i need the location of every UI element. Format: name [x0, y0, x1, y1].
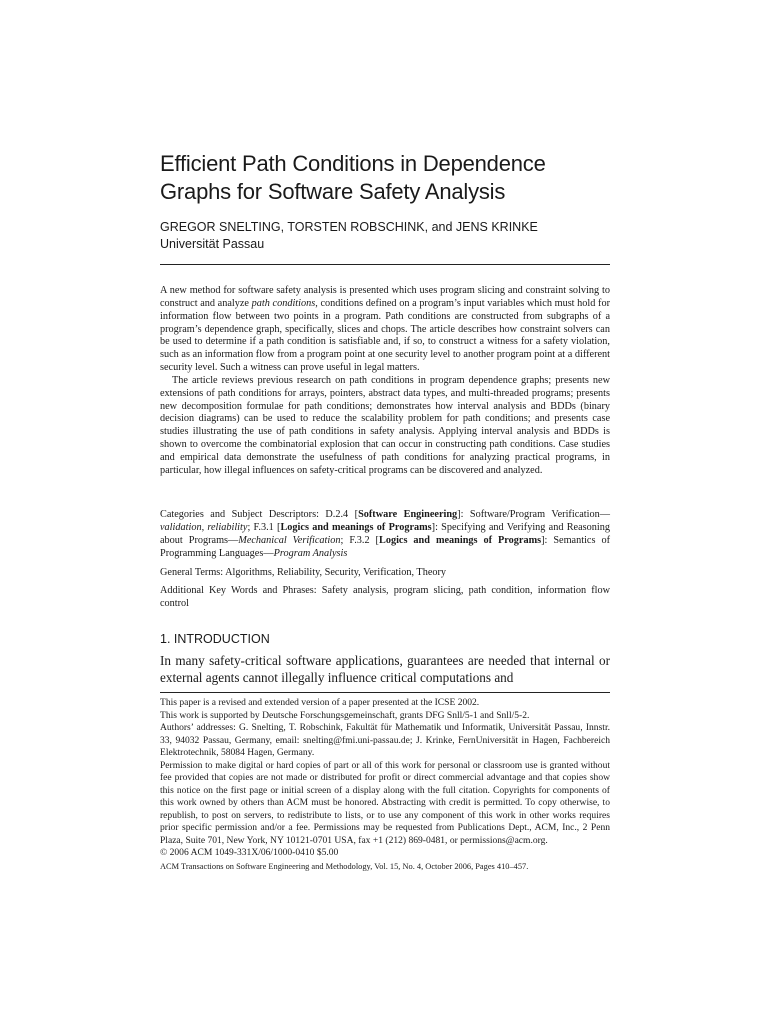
abstract-paragraph-1 — [160, 285, 610, 375]
cat-bold: Logics and meanings of Programs — [280, 522, 432, 533]
cat-italic: Mechanical Verification — [238, 535, 341, 546]
cat-bold: Logics and meanings of Programs — [378, 535, 542, 546]
author-list: GREGOR SNELTING, TORSTEN ROBSCHINK, and JENS KRINKE — [160, 220, 538, 234]
footnote-rule — [160, 692, 610, 693]
footnotes — [160, 697, 610, 860]
intro-paragraph: In many safety-critical software applications, guarantees are needed that internal or external agents cannot illegally influence critical computations and — [160, 653, 610, 685]
title-line-2: Graphs for Software Safety Analysis — [160, 179, 506, 204]
footnote-funding: This work is supported by Deutsche Forschungsgemeinschaft, grants DFG Snll/5-1 and Snll/5-2. — [160, 709, 530, 721]
cat-text: ]: Specifying and Verifying and Reasoning about Programs— — [160, 522, 610, 546]
cat-text: ]: Semantics of Programming Languages— — [160, 535, 610, 559]
cat-italic: Program Analysis — [273, 548, 348, 559]
footnote-addresses: Authors’ addresses: G. Snelting, T. Robschink, Fakultät für Mathematik und Informatik, Universität Passau, Innstr. 33, 94032 Passau, Germany, email: snelting@fmi.uni-passau.de; J. Krinke, FernUniversität in Hagen, Fachbereich Elektrotechnik, 58084 Hagen, Germany. — [160, 722, 610, 758]
affiliation: Universität Passau — [160, 237, 265, 251]
footnote-revision: This paper is a revised and extended version of a paper presented at the ICSE 2002. — [160, 697, 480, 708]
abstract-text: A new method for software safety analysis is presented which uses program slicing and constraint solving to construct and analyze — [160, 285, 610, 309]
cat-bold: Software Engineering — [358, 509, 458, 520]
abstract-text: , conditions defined on a program’s input variables which must hold for information flow between two points in a program. Path conditions are constructed from subgraphs of a program’s dependence graph, specifically, slices and chops. The article describes how constraint solvers can be used to determine if a path condition is satisfiable and, if so, to construct a witness for a safety violation, such as an information flow from a program point at one security level to another program point at a different security level. Such a witness can prove useful in legal matters. — [160, 297, 611, 374]
title-line-1: Efficient Path Conditions in Dependence — [160, 151, 546, 176]
paper-title — [160, 150, 620, 206]
header-rule — [160, 264, 610, 265]
footnote-permission: Permission to make digital or hard copies of part or all of this work for personal or classroom use is granted without fee provided that copies are not made or distributed for profit or direct commercial advantage and that copies show this notice on the first page or initial screen of a display along with the full citation. Copyrights for components of this work owned by others than ACM must be honored. Abstracting with credit is permitted. To copy otherwise, to republish, to post on servers, to redistribute to lists, or to use any component of this work in other works requires prior specific permission and/or a fee. Permissions may be requested from Publications Dept., ACM, Inc., 2 Penn Plaza, Suite 701, New York, NY 10121-0701 USA, fax +1 (212) 869-0481, or permissions@acm.org. — [160, 759, 610, 846]
cat-text: ; F.3.1 [ — [247, 522, 281, 533]
journal-citation: ACM Transactions on Software Engineering and Methodology, Vol. 15, No. 4, October 2006, Pages 410–457. — [160, 862, 529, 871]
cat-text: Categories and Subject Descriptors: D.2.4 [ — [160, 509, 359, 520]
footnote-copyright: © 2006 ACM 1049-331X/06/1000-0410 $5.00 — [160, 847, 339, 858]
cat-text: ]: Software/Program Verification— — [457, 509, 610, 520]
abstract-paragraph-2: The article reviews previous research on path conditions in program dependence graphs; presents new extensions of path conditions for arrays, pointers, abstract data types, and multi-threaded programs; presents new decomposition formulae for path conditions; demonstrates how interval analysis and BDDs (binary decision diagrams) can be used to reduce the scalability problem for path conditions; and presents case studies illustrating the use of path conditions in safety analysis. Applying interval analysis and BDDs is shown to overcome the combinatorial explosion that can occur in constructing path conditions. Case studies and empirical data demonstrate the usefulness of path conditions for analyzing practical programs, in particular, how illegal influences on safety-critical programs can be discovered and analyzed. — [160, 374, 610, 476]
cat-text: ; F.3.2 [ — [340, 535, 379, 546]
keywords: Additional Key Words and Phrases: Safety analysis, program slicing, path condition, information flow control — [160, 585, 610, 609]
cat-italic: validation, reliability — [160, 522, 248, 533]
categories-descriptors — [160, 508, 610, 560]
abstract-emphasis: path conditions — [251, 297, 316, 309]
general-terms: General Terms: Algorithms, Reliability, Security, Verification, Theory — [160, 567, 447, 578]
abstract — [160, 285, 610, 478]
section-heading: 1. INTRODUCTION — [160, 632, 270, 646]
